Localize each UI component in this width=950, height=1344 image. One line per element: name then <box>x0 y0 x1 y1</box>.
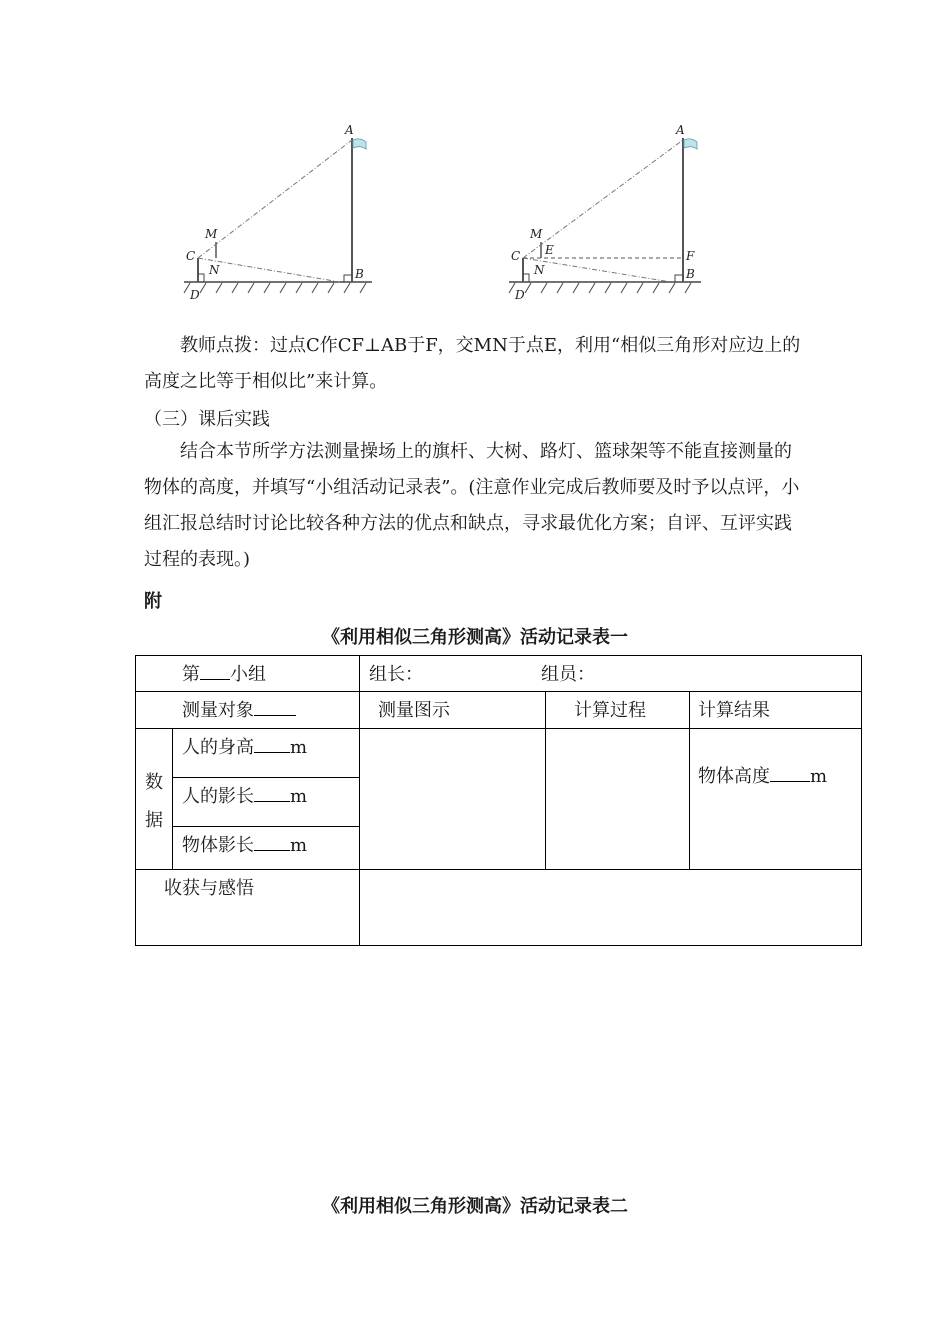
object-height-cell <box>698 762 827 788</box>
label-c: C <box>186 249 196 263</box>
label-a: A <box>345 123 354 137</box>
person-shadow-cell <box>182 782 307 808</box>
label-n: N <box>209 263 220 277</box>
label-n: N <box>534 263 545 277</box>
person-height-label: 人的身高 <box>182 737 254 758</box>
label-a: A <box>676 123 685 137</box>
data-label-top: 数 <box>145 772 163 793</box>
object-blank[interactable] <box>254 697 296 716</box>
process-header: 计算过程 <box>574 700 646 721</box>
object-height-label: 物体高度 <box>698 766 770 787</box>
members-label: 组员： <box>541 664 595 685</box>
table2-title: 《利用相似三角形测高》活动记录表二 <box>322 1196 628 1217</box>
table1-title: 《利用相似三角形测高》活动记录表一 <box>322 627 628 648</box>
diagram-header: 测量图示 <box>378 700 450 721</box>
object-height-blank[interactable] <box>770 763 810 782</box>
group-number-blank[interactable] <box>200 661 230 680</box>
object-label: 测量对象 <box>182 700 254 721</box>
label-d: D <box>515 288 525 302</box>
person-shadow-blank[interactable] <box>254 783 290 802</box>
teacher-hint: 教师点拨：过点C作CF⊥AB于F，交MN于点E，利用“相似三角形对应边上的高度之比等于相似比”来计算。 <box>144 335 801 392</box>
label-f: F <box>686 249 695 263</box>
unit-m: m <box>290 835 308 856</box>
label-b: B <box>686 267 695 281</box>
unit-m: m <box>290 786 308 807</box>
label-d: D <box>190 288 200 302</box>
unit-m: m <box>290 737 308 758</box>
label-m: M <box>530 227 543 241</box>
group-cell <box>182 660 266 686</box>
object-shadow-blank[interactable] <box>254 832 290 851</box>
label-c: C <box>511 249 521 263</box>
group-prefix: 第 <box>182 664 200 685</box>
data-label-bottom: 据 <box>145 810 163 831</box>
right-figure <box>505 118 705 303</box>
harvest-label: 收获与感悟 <box>164 878 254 899</box>
object-shadow-label: 物体影长 <box>182 835 254 856</box>
object-cell <box>182 696 296 722</box>
label-m: M <box>205 227 218 241</box>
person-height-blank[interactable] <box>254 734 290 753</box>
person-height-cell <box>182 733 307 759</box>
leader-label: 组长： <box>369 664 423 685</box>
result-header: 计算结果 <box>698 700 770 721</box>
person-shadow-label: 人的影长 <box>182 786 254 807</box>
appendix-label: 附 <box>144 591 162 612</box>
label-b: B <box>355 267 364 281</box>
left-figure <box>180 118 380 303</box>
object-shadow-cell <box>182 831 307 857</box>
section-heading: （三）课后实践 <box>144 409 270 430</box>
unit-m: m <box>810 766 828 787</box>
practice-paragraph: 结合本节所学方法测量操场上的旗杆、大树、路灯、篮球架等不能直接测量的物体的高度，并填写“小组活动记录表”。(注意作业完成后教师要及时予以点评，小组汇报总结时讨论比较各种方法的优点和缺点，寻求最优化方案；自评、互评实践过程的表现。) <box>144 441 800 570</box>
label-e: E <box>545 243 554 257</box>
group-suffix: 小组 <box>230 664 266 685</box>
